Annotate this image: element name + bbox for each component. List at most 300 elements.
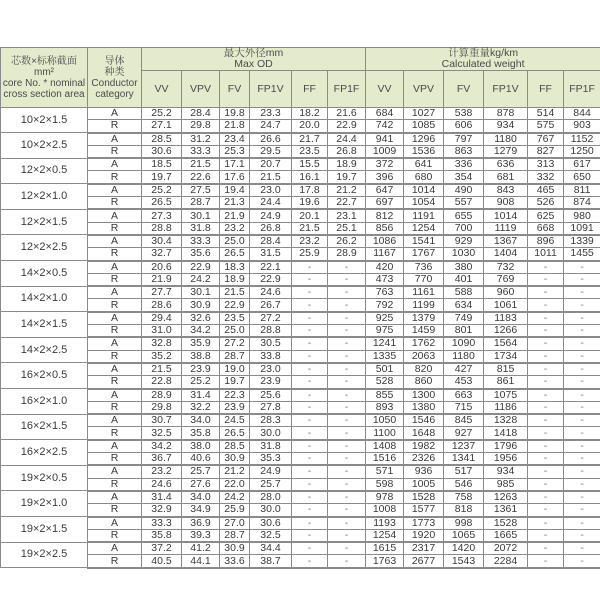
weight-cell: - — [564, 465, 600, 478]
max-od-cell: 25.2 — [142, 184, 182, 197]
weight-cell: - — [564, 337, 600, 350]
weight-cell: 998 — [444, 517, 484, 530]
weight-cell: 528 — [366, 376, 404, 389]
conductor-category-cell: A — [88, 491, 142, 504]
max-od-cell: 28.5 — [142, 133, 182, 146]
header-wt-vv: VV — [366, 71, 404, 108]
weight-cell: 526 — [528, 197, 564, 210]
max-od-cell: 21.2 — [220, 465, 250, 478]
weight-cell: - — [564, 261, 600, 274]
weight-cell: 1296 — [404, 133, 444, 146]
max-od-cell: - — [328, 389, 366, 402]
weight-cell: 1380 — [404, 401, 444, 414]
max-od-cell: - — [328, 517, 366, 530]
weight-cell: 763 — [366, 286, 404, 299]
weight-cell: 1193 — [366, 517, 404, 530]
weight-cell: 1528 — [404, 491, 444, 504]
weight-cell: 1528 — [484, 517, 528, 530]
max-od-cell: - — [328, 440, 366, 453]
max-od-cell: 23.2 — [220, 222, 250, 235]
max-od-cell: 22.0 — [220, 478, 250, 491]
max-od-cell: 27.7 — [142, 286, 182, 299]
max-od-cell: 24.6 — [250, 286, 292, 299]
size-cell: 10×2×2.5 — [1, 133, 88, 159]
max-od-cell: - — [328, 478, 366, 491]
weight-cell: - — [528, 350, 564, 363]
conductor-category-cell: A — [88, 261, 142, 274]
weight-cell: 684 — [366, 108, 404, 120]
table-row — [1, 312, 600, 325]
max-od-cell: 34.0 — [182, 414, 220, 427]
max-od-cell: 29.5 — [250, 145, 292, 158]
max-od-cell: - — [292, 427, 328, 440]
size-cell: 19×2×1.5 — [1, 517, 88, 543]
weight-cell: 1536 — [404, 145, 444, 158]
max-od-cell: 30.6 — [250, 517, 292, 530]
max-od-cell: 36.7 — [142, 453, 182, 466]
max-od-cell: 21.9 — [220, 209, 250, 222]
table-row — [1, 235, 600, 248]
max-od-cell: 22.7 — [328, 197, 366, 210]
weight-cell: - — [564, 363, 600, 376]
header-weight — [366, 48, 600, 71]
max-od-cell: - — [328, 325, 366, 338]
weight-cell: 1014 — [484, 209, 528, 222]
size-cell: 16×2×1.5 — [1, 414, 88, 440]
max-od-cell: 23.5 — [292, 145, 328, 158]
max-od-cell: - — [328, 414, 366, 427]
weight-cell: 1075 — [484, 389, 528, 402]
max-od-cell: 35.6 — [182, 248, 220, 261]
max-od-cell: 40.5 — [142, 555, 182, 568]
size-cell: 12×2×1.0 — [1, 184, 88, 210]
max-od-cell: - — [328, 299, 366, 312]
size-cell: 19×2×2.5 — [1, 542, 88, 568]
max-od-cell: 22.9 — [328, 120, 366, 133]
max-od-cell: - — [328, 401, 366, 414]
weight-cell: 617 — [564, 158, 600, 171]
max-od-cell: 23.2 — [142, 465, 182, 478]
weight-cell: 1956 — [484, 453, 528, 466]
weight-cell: 827 — [528, 145, 564, 158]
weight-cell: 427 — [444, 363, 484, 376]
max-od-cell: 29.8 — [182, 120, 220, 133]
weight-cell: 2317 — [404, 542, 444, 555]
max-od-cell: 30.9 — [182, 299, 220, 312]
table-row — [1, 108, 600, 120]
conductor-category-cell: A — [88, 337, 142, 350]
weight-cell: - — [564, 478, 600, 491]
max-od-cell: 27.1 — [142, 120, 182, 133]
weight-cell: 742 — [366, 120, 404, 133]
conductor-category-cell: R — [88, 376, 142, 389]
max-od-cell: 30.9 — [220, 453, 250, 466]
max-od-cell: - — [292, 299, 328, 312]
weight-cell: - — [564, 401, 600, 414]
size-cell: 16×2×0.5 — [1, 363, 88, 389]
weight-cell: 1762 — [404, 337, 444, 350]
max-od-cell: 31.8 — [250, 440, 292, 453]
max-od-cell: 27.8 — [250, 401, 292, 414]
weight-cell: - — [528, 529, 564, 542]
max-od-cell: 36.9 — [182, 517, 220, 530]
max-od-cell: 19.7 — [220, 376, 250, 389]
table-row — [1, 197, 600, 210]
cable-spec-table — [0, 47, 600, 569]
max-od-cell: 33.3 — [142, 517, 182, 530]
header-wt-en: Calculated weight — [441, 58, 525, 70]
size-cell: 14×2×2.5 — [1, 337, 88, 363]
weight-cell: 934 — [484, 120, 528, 133]
weight-cell: 1920 — [404, 529, 444, 542]
header-od-zh: 最大外径mm — [223, 47, 284, 59]
max-od-cell: 30.1 — [182, 286, 220, 299]
max-od-cell: 24.2 — [220, 491, 250, 504]
weight-cell: 313 — [528, 158, 564, 171]
conductor-category-cell: A — [88, 389, 142, 402]
max-od-cell: 24.6 — [142, 478, 182, 491]
max-od-cell: 23.3 — [250, 108, 292, 120]
table-row — [1, 261, 600, 274]
weight-cell: 380 — [444, 261, 484, 274]
weight-cell: 1263 — [484, 491, 528, 504]
max-od-cell: 24.9 — [250, 465, 292, 478]
table-row — [1, 299, 600, 312]
weight-cell: 1418 — [484, 427, 528, 440]
weight-cell: 1186 — [484, 401, 528, 414]
max-od-cell: 21.7 — [292, 133, 328, 146]
max-od-cell: 23.2 — [292, 235, 328, 248]
weight-cell: 1773 — [404, 517, 444, 530]
weight-cell: 1459 — [404, 325, 444, 338]
max-od-cell: 25.2 — [182, 376, 220, 389]
max-od-cell: - — [292, 453, 328, 466]
weight-cell: 715 — [444, 401, 484, 414]
weight-cell: 575 — [528, 120, 564, 133]
table-body — [1, 108, 600, 568]
max-od-cell: 20.6 — [142, 261, 182, 274]
weight-cell: 1254 — [366, 529, 404, 542]
header-wt-zh: 计算重量kg/km — [448, 47, 519, 59]
max-od-cell: 22.9 — [250, 273, 292, 286]
max-od-cell: 23.9 — [250, 376, 292, 389]
max-od-cell: - — [292, 312, 328, 325]
weight-cell: - — [528, 504, 564, 517]
weight-cell: 557 — [444, 197, 484, 210]
weight-cell: - — [528, 401, 564, 414]
max-od-cell: 35.9 — [182, 337, 220, 350]
weight-cell: 1796 — [484, 440, 528, 453]
max-od-cell: 28.7 — [182, 197, 220, 210]
max-od-cell: - — [292, 286, 328, 299]
weight-cell: 650 — [564, 171, 600, 184]
size-cell: 19×2×0.5 — [1, 465, 88, 491]
max-od-cell: 27.6 — [182, 478, 220, 491]
max-od-cell: 32.7 — [142, 248, 182, 261]
weight-cell: 1061 — [484, 299, 528, 312]
max-od-cell: 18.9 — [220, 273, 250, 286]
weight-cell: - — [564, 504, 600, 517]
weight-cell: 1027 — [404, 108, 444, 120]
header-size-unit: mm² — [34, 66, 54, 78]
max-od-cell: 17.1 — [220, 158, 250, 171]
weight-cell: 820 — [404, 363, 444, 376]
conductor-category-cell: R — [88, 325, 142, 338]
max-od-cell: 19.8 — [220, 108, 250, 120]
max-od-cell: 28.8 — [142, 222, 182, 235]
max-od-cell: 35.2 — [142, 350, 182, 363]
conductor-category-cell: R — [88, 504, 142, 517]
size-cell: 14×2×1.5 — [1, 312, 88, 338]
weight-cell: 896 — [528, 235, 564, 248]
weight-cell: 927 — [444, 427, 484, 440]
weight-cell: - — [528, 261, 564, 274]
weight-cell: - — [564, 325, 600, 338]
table-row — [1, 376, 600, 389]
max-od-cell: 22.1 — [250, 261, 292, 274]
max-od-cell: 35.8 — [182, 427, 220, 440]
weight-cell: 332 — [528, 171, 564, 184]
weight-cell: 1183 — [484, 312, 528, 325]
weight-cell: 863 — [444, 145, 484, 158]
weight-cell: 1237 — [444, 440, 484, 453]
weight-cell: 1982 — [404, 440, 444, 453]
max-od-cell: - — [328, 427, 366, 440]
max-od-cell: 34.0 — [182, 491, 220, 504]
max-od-cell: 41.2 — [182, 542, 220, 555]
weight-cell: 571 — [366, 465, 404, 478]
max-od-cell: 15.5 — [292, 158, 328, 171]
weight-cell: 975 — [366, 325, 404, 338]
max-od-cell: 25.6 — [250, 389, 292, 402]
max-od-cell: 18.9 — [328, 158, 366, 171]
max-od-cell: - — [328, 376, 366, 389]
max-od-cell: 23.4 — [220, 133, 250, 146]
max-od-cell: 21.5 — [220, 286, 250, 299]
conductor-category-cell: R — [88, 453, 142, 466]
conductor-category-cell: A — [88, 184, 142, 197]
conductor-category-cell: A — [88, 465, 142, 478]
max-od-cell: 20.1 — [292, 209, 328, 222]
weight-cell: - — [528, 491, 564, 504]
max-od-cell: - — [328, 286, 366, 299]
header-wt-ff: FF — [528, 71, 564, 108]
max-od-cell: - — [292, 401, 328, 414]
weight-cell: - — [564, 376, 600, 389]
header-size-en2: cross section area — [3, 88, 85, 100]
max-od-cell: 34.9 — [182, 504, 220, 517]
weight-cell: 588 — [444, 286, 484, 299]
max-od-cell: 25.7 — [250, 478, 292, 491]
max-od-cell: 23.0 — [250, 184, 292, 197]
max-od-cell: 28.9 — [328, 248, 366, 261]
conductor-category-cell: A — [88, 414, 142, 427]
weight-cell: 490 — [444, 184, 484, 197]
max-od-cell: 25.0 — [220, 235, 250, 248]
weight-cell: - — [528, 414, 564, 427]
weight-cell: 697 — [366, 197, 404, 210]
weight-cell: 1011 — [528, 248, 564, 261]
weight-cell: 546 — [444, 478, 484, 491]
max-od-cell: 44.1 — [182, 555, 220, 568]
max-od-cell: 32.6 — [182, 312, 220, 325]
table-row — [1, 401, 600, 414]
weight-cell: 606 — [444, 120, 484, 133]
weight-cell: 1763 — [366, 555, 404, 568]
weight-cell: 1516 — [366, 453, 404, 466]
max-od-cell: 22.9 — [220, 299, 250, 312]
max-od-cell: 28.3 — [250, 414, 292, 427]
weight-cell: 855 — [366, 389, 404, 402]
max-od-cell: 23.9 — [182, 363, 220, 376]
header-wt-fv: FV — [444, 71, 484, 108]
table-row — [1, 171, 600, 184]
weight-cell: - — [564, 427, 600, 440]
weight-cell: 1341 — [444, 453, 484, 466]
max-od-cell: 27.2 — [220, 337, 250, 350]
weight-cell: 1085 — [404, 120, 444, 133]
weight-cell: 1090 — [444, 337, 484, 350]
weight-cell: 1100 — [366, 427, 404, 440]
max-od-cell: 30.5 — [250, 337, 292, 350]
weight-cell: 1180 — [484, 133, 528, 146]
weight-cell: 878 — [484, 108, 528, 120]
weight-cell: 792 — [366, 299, 404, 312]
weight-cell: - — [528, 517, 564, 530]
max-od-cell: 20.7 — [250, 158, 292, 171]
table-row — [1, 120, 600, 133]
weight-cell: 598 — [366, 478, 404, 491]
max-od-cell: 31.4 — [182, 389, 220, 402]
weight-cell: 1086 — [366, 235, 404, 248]
weight-cell: 845 — [444, 414, 484, 427]
max-od-cell: 26.8 — [328, 145, 366, 158]
weight-cell: 1279 — [484, 145, 528, 158]
max-od-cell: - — [292, 337, 328, 350]
max-od-cell: 32.9 — [142, 504, 182, 517]
max-od-cell: 18.2 — [292, 108, 328, 120]
conductor-category-cell: R — [88, 478, 142, 491]
max-od-cell: 27.2 — [250, 312, 292, 325]
max-od-cell: - — [328, 542, 366, 555]
header-cond-en1: Conductor — [91, 77, 138, 89]
max-od-cell: - — [328, 465, 366, 478]
weight-cell: 501 — [366, 363, 404, 376]
max-od-cell: - — [328, 491, 366, 504]
max-od-cell: 28.9 — [142, 389, 182, 402]
weight-cell: - — [564, 453, 600, 466]
weight-cell: - — [528, 555, 564, 568]
weight-cell: 1328 — [484, 414, 528, 427]
max-od-cell: 26.8 — [250, 222, 292, 235]
weight-cell: 1546 — [404, 414, 444, 427]
weight-cell: 770 — [404, 273, 444, 286]
max-od-cell: 24.4 — [250, 197, 292, 210]
max-od-cell: 31.0 — [142, 325, 182, 338]
max-od-cell: 31.2 — [182, 133, 220, 146]
header-od-vv: VV — [142, 71, 182, 108]
weight-cell: 1161 — [404, 286, 444, 299]
weight-cell: 1241 — [366, 337, 404, 350]
header-wt-fp1v: FP1V — [484, 71, 528, 108]
weight-cell: 925 — [366, 312, 404, 325]
max-od-cell: 20.0 — [292, 120, 328, 133]
weight-cell: 1008 — [366, 504, 404, 517]
max-od-cell: 21.5 — [292, 222, 328, 235]
weight-cell: 1152 — [564, 133, 600, 146]
conductor-category-cell: A — [88, 235, 142, 248]
table-row — [1, 414, 600, 427]
max-od-cell: - — [328, 555, 366, 568]
max-od-cell: 32.5 — [142, 427, 182, 440]
weight-cell: 903 — [564, 120, 600, 133]
weight-cell: 812 — [366, 209, 404, 222]
max-od-cell: 21.5 — [142, 363, 182, 376]
header-od-fv: FV — [220, 71, 250, 108]
max-od-cell: - — [328, 504, 366, 517]
weight-cell: - — [564, 312, 600, 325]
header-cond-en2: category — [95, 88, 134, 100]
table-row — [1, 427, 600, 440]
max-od-cell: 39.3 — [182, 529, 220, 542]
max-od-cell: - — [292, 363, 328, 376]
weight-cell: 1339 — [564, 235, 600, 248]
weight-cell: - — [528, 312, 564, 325]
table-row — [1, 453, 600, 466]
max-od-cell: 28.4 — [182, 108, 220, 120]
weight-cell: 1577 — [404, 504, 444, 517]
weight-cell: 1379 — [404, 312, 444, 325]
size-cell: 16×2×1.0 — [1, 389, 88, 415]
table-row — [1, 209, 600, 222]
weight-cell: - — [528, 286, 564, 299]
weight-cell: - — [528, 453, 564, 466]
max-od-cell: - — [328, 350, 366, 363]
table-row — [1, 529, 600, 542]
weight-cell: 1361 — [484, 504, 528, 517]
conductor-category-cell: A — [88, 363, 142, 376]
conductor-category-cell: R — [88, 401, 142, 414]
weight-cell: 641 — [404, 158, 444, 171]
weight-cell: - — [564, 555, 600, 568]
max-od-cell: 40.6 — [182, 453, 220, 466]
header-od-ff: FF — [292, 71, 328, 108]
max-od-cell: 30.6 — [142, 145, 182, 158]
max-od-cell: - — [328, 453, 366, 466]
weight-cell: 749 — [444, 312, 484, 325]
conductor-category-cell: R — [88, 427, 142, 440]
table-row — [1, 286, 600, 299]
table-row — [1, 478, 600, 491]
table-row — [1, 517, 600, 530]
weight-cell: 2284 — [484, 555, 528, 568]
weight-cell: 736 — [404, 261, 444, 274]
max-od-cell: 25.2 — [142, 108, 182, 120]
weight-cell: - — [528, 465, 564, 478]
weight-cell: 818 — [444, 504, 484, 517]
conductor-category-cell: A — [88, 286, 142, 299]
max-od-cell: 32.8 — [142, 337, 182, 350]
max-od-cell: 34.2 — [182, 325, 220, 338]
table-row — [1, 184, 600, 197]
conductor-category-cell: R — [88, 350, 142, 363]
max-od-cell: 23.9 — [220, 401, 250, 414]
weight-cell: 473 — [366, 273, 404, 286]
weight-cell: 861 — [484, 376, 528, 389]
weight-cell: 354 — [444, 171, 484, 184]
table-row — [1, 248, 600, 261]
max-od-cell: 24.5 — [220, 414, 250, 427]
